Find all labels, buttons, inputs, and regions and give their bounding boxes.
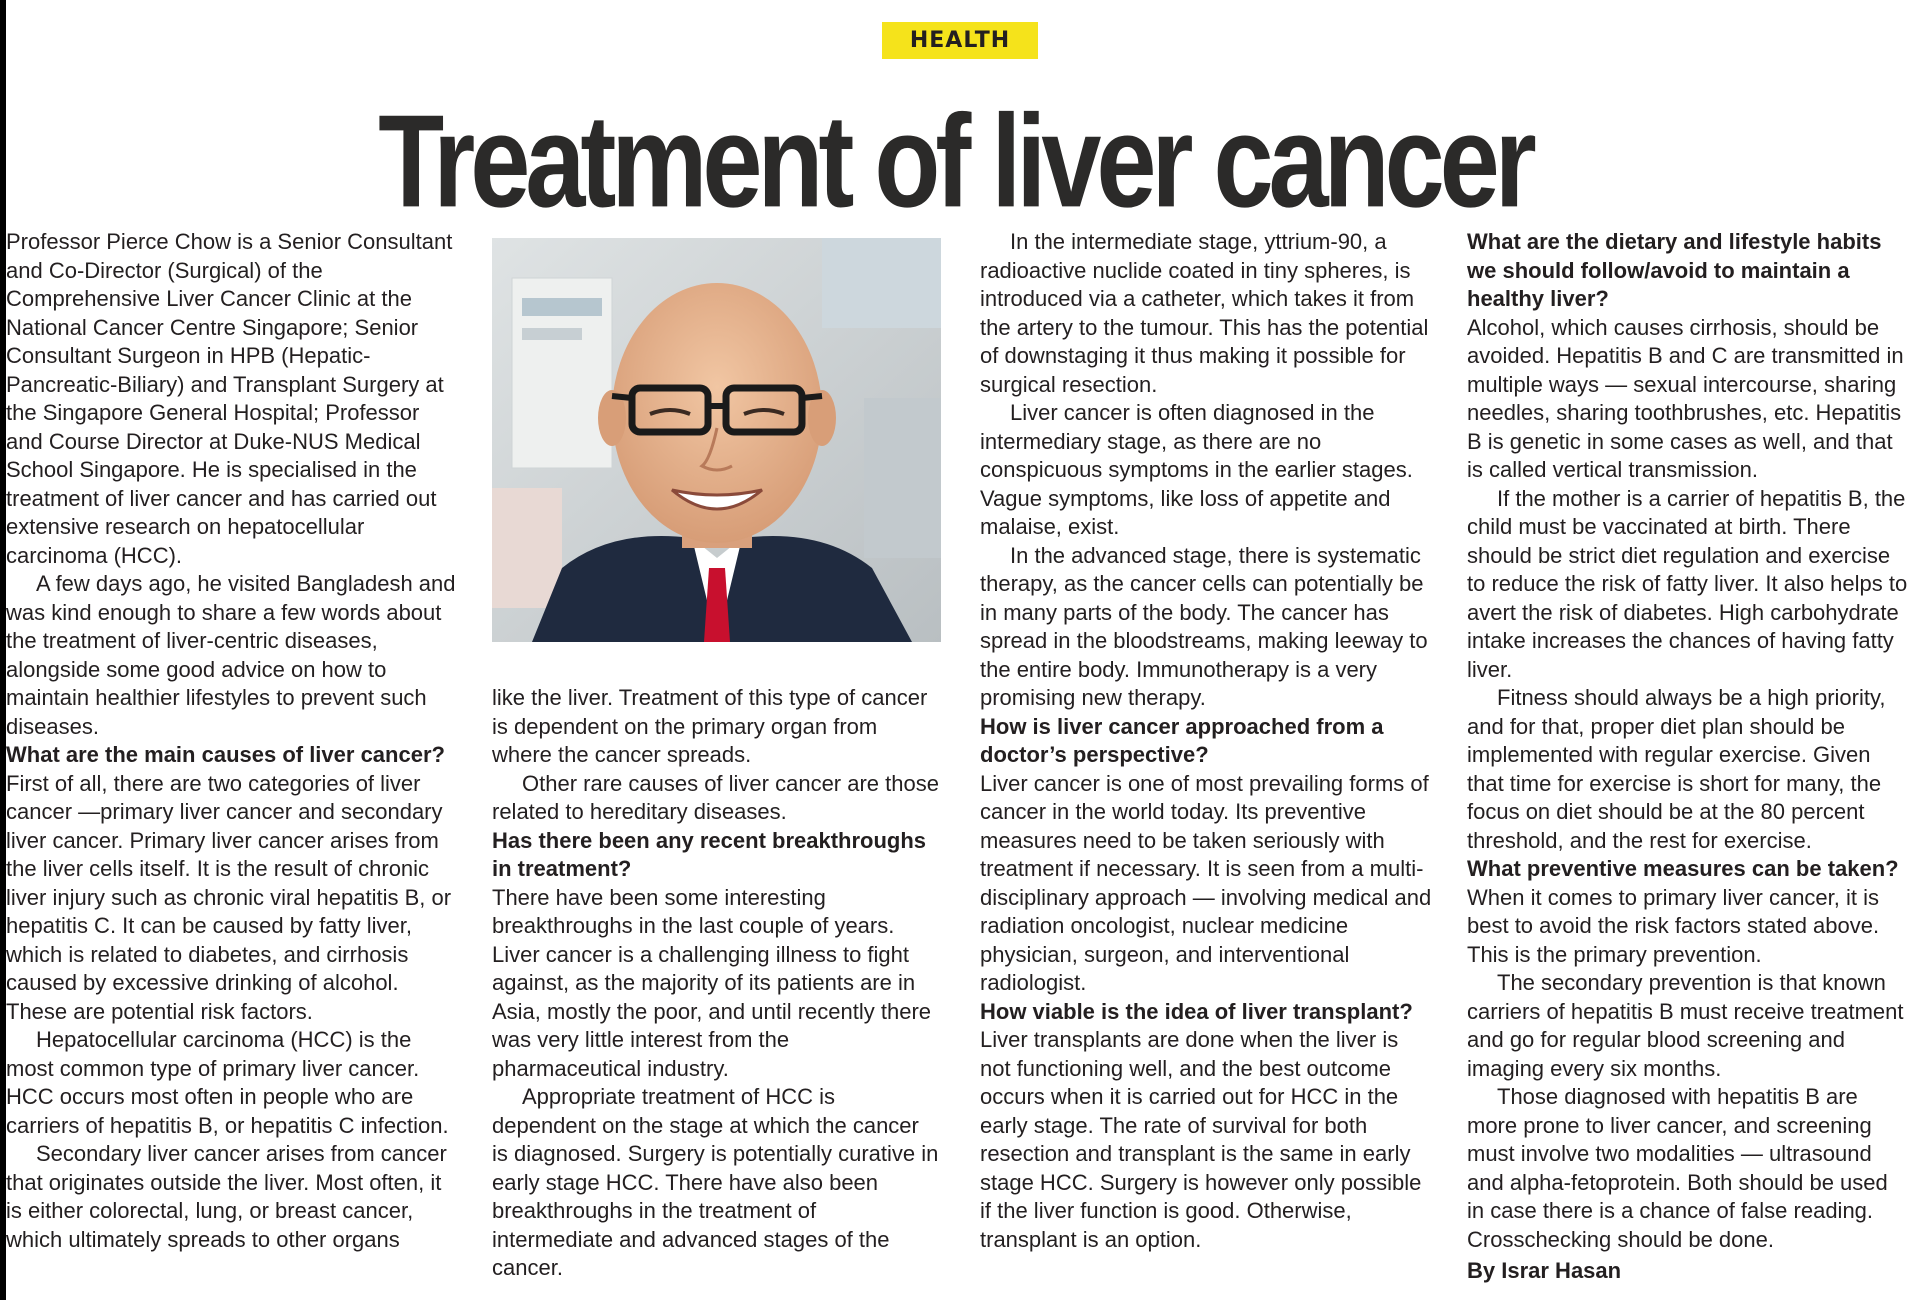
byline: By Israr Hasan [1467, 1258, 1622, 1283]
body-paragraph: Hepatocellular carcinoma (HCC) is the most common type of primary liver cancer. HCC occurs most often in people who are carriers of hepatitis B, or hepatitis C infection. [6, 1027, 449, 1138]
answer-paragraph: Liver cancer is one of most prevailing forms of cancer in the world today. Its preventive measures need to be taken seriously with treatment if necessary. It is seen from a multi-disciplinary approach — involving medical and radiation oncologist, nuclear medicine physician, surgeon, and interventional radiologist. [980, 770, 1432, 995]
body-paragraph: like the liver. Treatment of this type of cancer is dependent on the primary organ from where the cancer spreads. [492, 685, 928, 767]
column-2 [492, 684, 940, 1283]
column-3 [980, 228, 1432, 1254]
answer-paragraph: Liver transplants are done when the liver is not functioning well, and the best outcome occurs when it is carried out for HCC in the early stage. The rate of survival for both resection and transplant is the same in early stage HCC. Surgery is however only possible if the liver function is good. Otherwise, transplant is an option. [980, 1027, 1422, 1252]
body-paragraph: The secondary prevention is that known carriers of hepatitis B must receive treatment and go for regular blood screening and imaging every six months. [1467, 970, 1904, 1081]
question-heading: What preventive measures can be taken? [1467, 856, 1899, 881]
headline: Treatment of liver cancer [378, 86, 1532, 235]
intro-paragraph: A few days ago, he visited Bangladesh and was kind enough to share a few words about the treatment of liver-centric diseases, alongside some good advice on how to maintain healthier lifestyles to prevent such diseases. [6, 571, 456, 739]
body-paragraph: Liver cancer is often diagnosed in the intermediary stage, as there are no conspicuous symptoms in the earlier stages. Vague symptoms, like loss of appetite and malaise, exist. [980, 400, 1413, 539]
question-heading: How is liver cancer approached from a doctor’s perspective? [980, 713, 1384, 767]
body-paragraph: In the advanced stage, there is systematic therapy, as the cancer cells can potentially be in many parts of the body. The cancer has spread in the bloodstreams, making leeway to the entire body. Immunotherapy is a very promising new therapy. [980, 542, 1428, 710]
answer-paragraph: There have been some interesting breakthroughs in the last couple of years. Liver cancer is a challenging illness to fight against, as the majority of its patients are in Asia, mostly the poor, and until recently there was very little interest from the pharmaceutical industry. [492, 884, 932, 1081]
question-heading: Has there been any recent breakthroughs in treatment? [492, 827, 927, 881]
body-paragraph: Fitness should always be a high priority, and for that, proper diet plan should be implemented with regular exercise. Given that time for exercise is short for many, the focus on diet should be at the 80 percent threshold, and the rest for exercise. [1467, 685, 1886, 853]
question-heading: How viable is the idea of liver transplant? [980, 998, 1413, 1024]
portrait-photo [492, 238, 941, 642]
body-paragraph: In the intermediate stage, yttrium-90, a radioactive nuclide coated in tiny spheres, is introduced via a catheter, which takes it from the artery to the tumour. This has the potential of downstaging it thus making it possible for surgical resection. [980, 229, 1429, 397]
answer-paragraph: When it comes to primary liver cancer, it is best to avoid the risk factors stated above. This is the primary prevention. [1467, 884, 1880, 967]
question-heading: What are the main causes of liver cancer? [6, 742, 445, 767]
body-paragraph: Those diagnosed with hepatitis B are more prone to liver cancer, and screening must involve two modalities — ultrasound and alpha-fetoprotein. Both should be used in case there is a chance of false reading. Crosschecking should be done. [1467, 1084, 1888, 1252]
answer-paragraph: Alcohol, which causes cirrhosis, should be avoided. Hepatitis B and C are transmitted in multiple ways — sexual intercourse, sharing needles, sharing toothbrushes, etc. Hepatitis B is genetic in some cases as well, and that is called vertical transmission. [1467, 314, 1904, 482]
question-heading: What are the dietary and lifestyle habits we should follow/avoid to maintain a healthy liver? [1467, 229, 1882, 311]
column-1 [6, 228, 458, 1254]
body-paragraph: Appropriate treatment of HCC is dependent on the stage at which the cancer is diagnosed. Surgery is potentially curative in early stage HCC. There have also been breakthroughs in the treatment of intermediate and advanced stages of the cancer. [492, 1084, 939, 1280]
portrait-illustration [492, 238, 941, 642]
section-tag: HEALTH [882, 22, 1038, 59]
body-paragraph: Secondary liver cancer arises from cancer that originates outside the liver. Most often, it is either colorectal, lung, or breast cancer, which ultimately spreads to other organs [6, 1141, 447, 1252]
body-paragraph: If the mother is a carrier of hepatitis B, the child must be vaccinated at birth. There should be strict diet regulation and exercise to reduce the risk of fatty liver. It also helps to avert the risk of diabetes. High carbohydrate intake increases the chances of having fatty liver. [1467, 485, 1908, 682]
body-paragraph: Other rare causes of liver cancer are those related to hereditary diseases. [492, 770, 939, 824]
author-bio: Professor Pierce Chow is a Senior Consultant and Co-Director (Surgical) of the Comprehensive Liver Cancer Clinic at the National Cancer Centre Singapore; Senior Consultant Surgeon in HPB (Hepatic-Pancreatic-Biliary) and Transplant Surgery at the Singapore General Hospital; Professor and Course Director at Duke-NUS Medical School Singapore. He is specialised in the treatment of liver cancer and has carried out extensive research on hepatocellular carcinoma (HCC). [6, 229, 453, 568]
answer-paragraph: First of all, there are two categories of liver cancer —primary liver cancer and secondary liver cancer. Primary liver cancer arises from the liver cells itself. It is the result of chronic liver injury such as chronic viral hepatitis B, or hepatitis C. It can be caused by fatty liver, which is related to diabetes, and cirrhosis caused by excessive drinking of alcohol. These are potential risk factors. [6, 770, 452, 1024]
column-4 [1467, 228, 1910, 1254]
